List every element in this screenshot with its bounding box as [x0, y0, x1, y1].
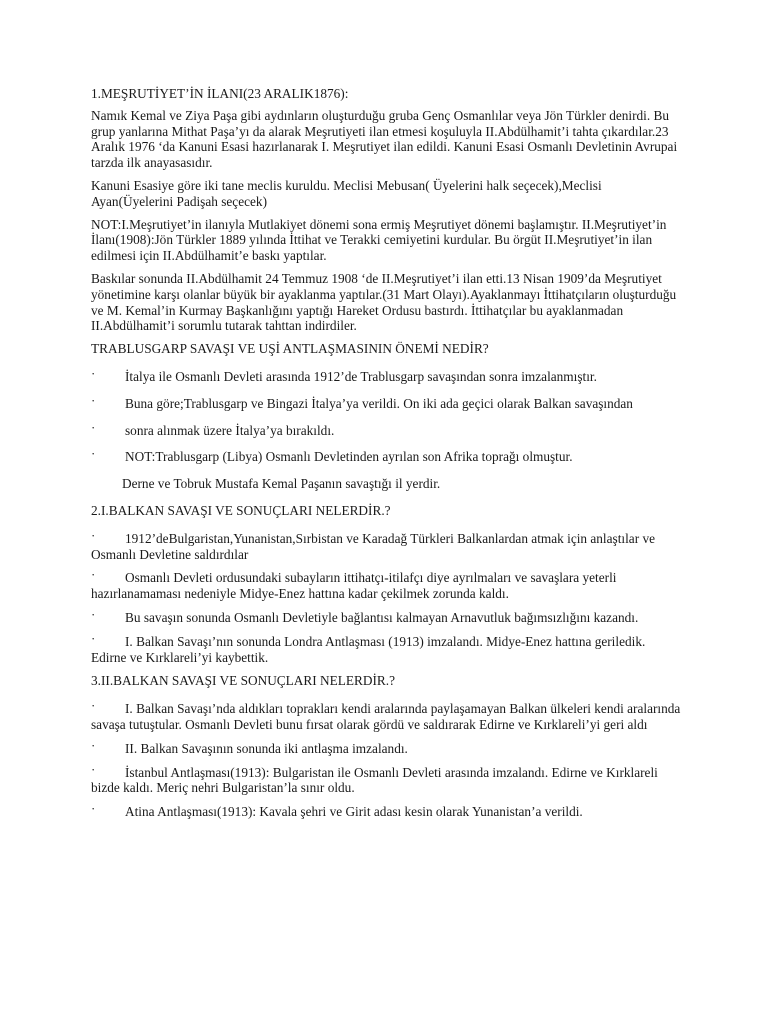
bullet-icon: ·: [91, 446, 96, 462]
bullet-text: 1912’deBulgaristan,Yunanistan,Sırbistan ve Karadağ Türkleri Balkanlardan atmak için anlaştılar ve Osmanlı Devletine saldırdılar: [91, 530, 655, 562]
bullet-text: Osmanlı Devleti ordusundaki subayların ittihatçı-itilafçı diye ayrılmaları ve savaşlara yeterli hazırlanamaması nedeniyle Midye-Enez hattına kadar çekilmek zorunda kaldı.: [91, 570, 617, 602]
bullet-item: [91, 419, 681, 439]
paragraph: NOT:I.Meşrutiyet’in ilanıyla Mutlakiyet dönemi sona ermiş Meşrutiyet dönemi başlamıştır. II.Meşrutiyet’in İlanı(1908):Jön Türkler 1889 yılında İttihat ve Terakki cemiyetini kurdular. Bu örgüt II.Meşrutiyet’in ilan edilmesi için II.Abdülhamit’e baskı yaptılar.: [91, 216, 667, 264]
bullet-item: [91, 698, 681, 733]
indented-note: Derne ve Tobruk Mustafa Kemal Paşanın savaştığı il yerdir.: [122, 476, 441, 492]
bullet-text: I. Balkan Savaşı’nın sonunda Londra Antlaşması (1913) imzalandı. Midye-Enez hattına geriledik. Edirne ve Kırklareli’yi kaybettik.: [91, 633, 646, 665]
bullet-text: İstanbul Antlaşması(1913): Bulgaristan ile Osmanlı Devleti arasında imzalandı. Edirne ve Kırklareli bizde kaldı. Meriç nehri Bulgaristan’la sınır oldu.: [91, 764, 658, 796]
bullet-item: [91, 761, 681, 797]
bullet-text: Buna göre;Trablusgarp ve Bingazi İtalya’ya verildi. On iki ada geçici olarak Balkan savaşından: [125, 395, 633, 411]
bullet-item: [91, 527, 681, 563]
bullet-text: Bu savaşın sonunda Osmanlı Devletiyle bağlantısı kalmayan Arnavutluk bağımsızlığını kazandı.: [125, 609, 639, 625]
bullet-item: [91, 630, 681, 666]
paragraph: Namık Kemal ve Ziya Paşa gibi aydınların oluşturduğu gruba Genç Osmanlılar veya Jön Türkler denirdi. Bu grup yanlarına Mithat Paşa’yı da alarak Meşrutiyeti ilan etmesi koşuluyla II.Abdülhamit’i tahta çıkardılar.23 Aralık 1976 ‘da Kanuni Esasi hazırlanarak I. Meşrutiyet ilan edildi. Kanuni Esasi Osmanlı Devletinin Avrupai tarzda ilk anayasasıdır.: [91, 107, 678, 171]
bullet-icon: ·: [91, 567, 96, 583]
paragraph: Kanuni Esasiye göre iki tane meclis kuruldu. Meclisi Mebusan( Üyelerini halk seçecek),Meclisi Ayan(Üyelerini Padişah seçecek): [91, 177, 602, 209]
bullet-icon: ·: [91, 801, 96, 817]
bullet-text: Atina Antlaşması(1913): Kavala şehri ve Girit adası kesin olarak Yunanistan’a verildi.: [125, 804, 583, 820]
bullet-item: [91, 365, 681, 385]
bullet-text: NOT:Trablusgarp (Libya) Osmanlı Devletinden ayrılan son Afrika toprağı olmuştur.: [125, 449, 573, 465]
bullet-item: [91, 392, 681, 412]
bullet-icon: ·: [91, 698, 96, 714]
bullet-icon: ·: [91, 392, 96, 408]
bullet-item: [91, 801, 681, 820]
bullet-icon: ·: [91, 606, 96, 622]
bullet-item: [91, 567, 681, 602]
bullet-item: [91, 446, 681, 465]
bullet-text: I. Balkan Savaşı’nda aldıkları toprakları kendi aralarında paylaşamayan Balkan ülkeleri kendi aralarında savaşa tutuştular. Osmanlı Devleti bunu fırsat olarak gördü ve saldırarak Edirne ve Kırklareli’yi geri aldı: [91, 701, 681, 732]
bullet-text: II. Balkan Savaşının sonunda iki antlaşma imzalandı.: [125, 740, 408, 756]
document-body: [91, 86, 681, 828]
bullet-icon: ·: [91, 761, 96, 777]
bullet-item: [91, 606, 681, 626]
bullet-icon: ·: [91, 365, 96, 381]
paragraph: Baskılar sonunda II.Abdülhamit 24 Temmuz 1908 ‘de II.Meşrutiyet’i ilan etti.13 Nisan 1909’da Meşrutiyet yönetimine karşı olanlar büyük bir ayaklanma yaptılar.(31 Mart Olayı).Ayaklanmayı İttihatçıların oluşturduğu ve M. Kemal’in Kurmay Başkanlığını yaptığı Hareket Ordusu bastırdı. İttihatçılar bu ayaklanmadan II.Abdülhamit’i sorumlu tutarak tahttan indirdiler.: [91, 270, 677, 334]
section-heading-balkan-1: 2.I.BALKAN SAVAŞI VE SONUÇLARI NELERDİR.?: [91, 502, 391, 518]
bullet-icon: ·: [91, 419, 96, 435]
bullet-icon: ·: [91, 737, 96, 753]
bullet-icon: ·: [91, 630, 96, 646]
section-heading-trablusgarp: TRABLUSGARP SAVAŞI VE UŞİ ANTLAŞMASININ ÖNEMİ NEDİR?: [91, 341, 489, 357]
bullet-icon: ·: [91, 527, 96, 543]
bullet-item: [91, 737, 681, 757]
bullet-text: İtalya ile Osmanlı Devleti arasında 1912’de Trablusgarp savaşından sonra imzalanmıştır.: [125, 368, 597, 384]
bullet-text: sonra alınmak üzere İtalya’ya bırakıldı.: [125, 422, 335, 438]
section-heading-balkan-2: 3.II.BALKAN SAVAŞI VE SONUÇLARI NELERDİR.?: [91, 673, 395, 689]
section-heading-1-mesrutiyet: 1.MEŞRUTİYET’İN İLANI(23 ARALIK1876):: [91, 86, 349, 101]
